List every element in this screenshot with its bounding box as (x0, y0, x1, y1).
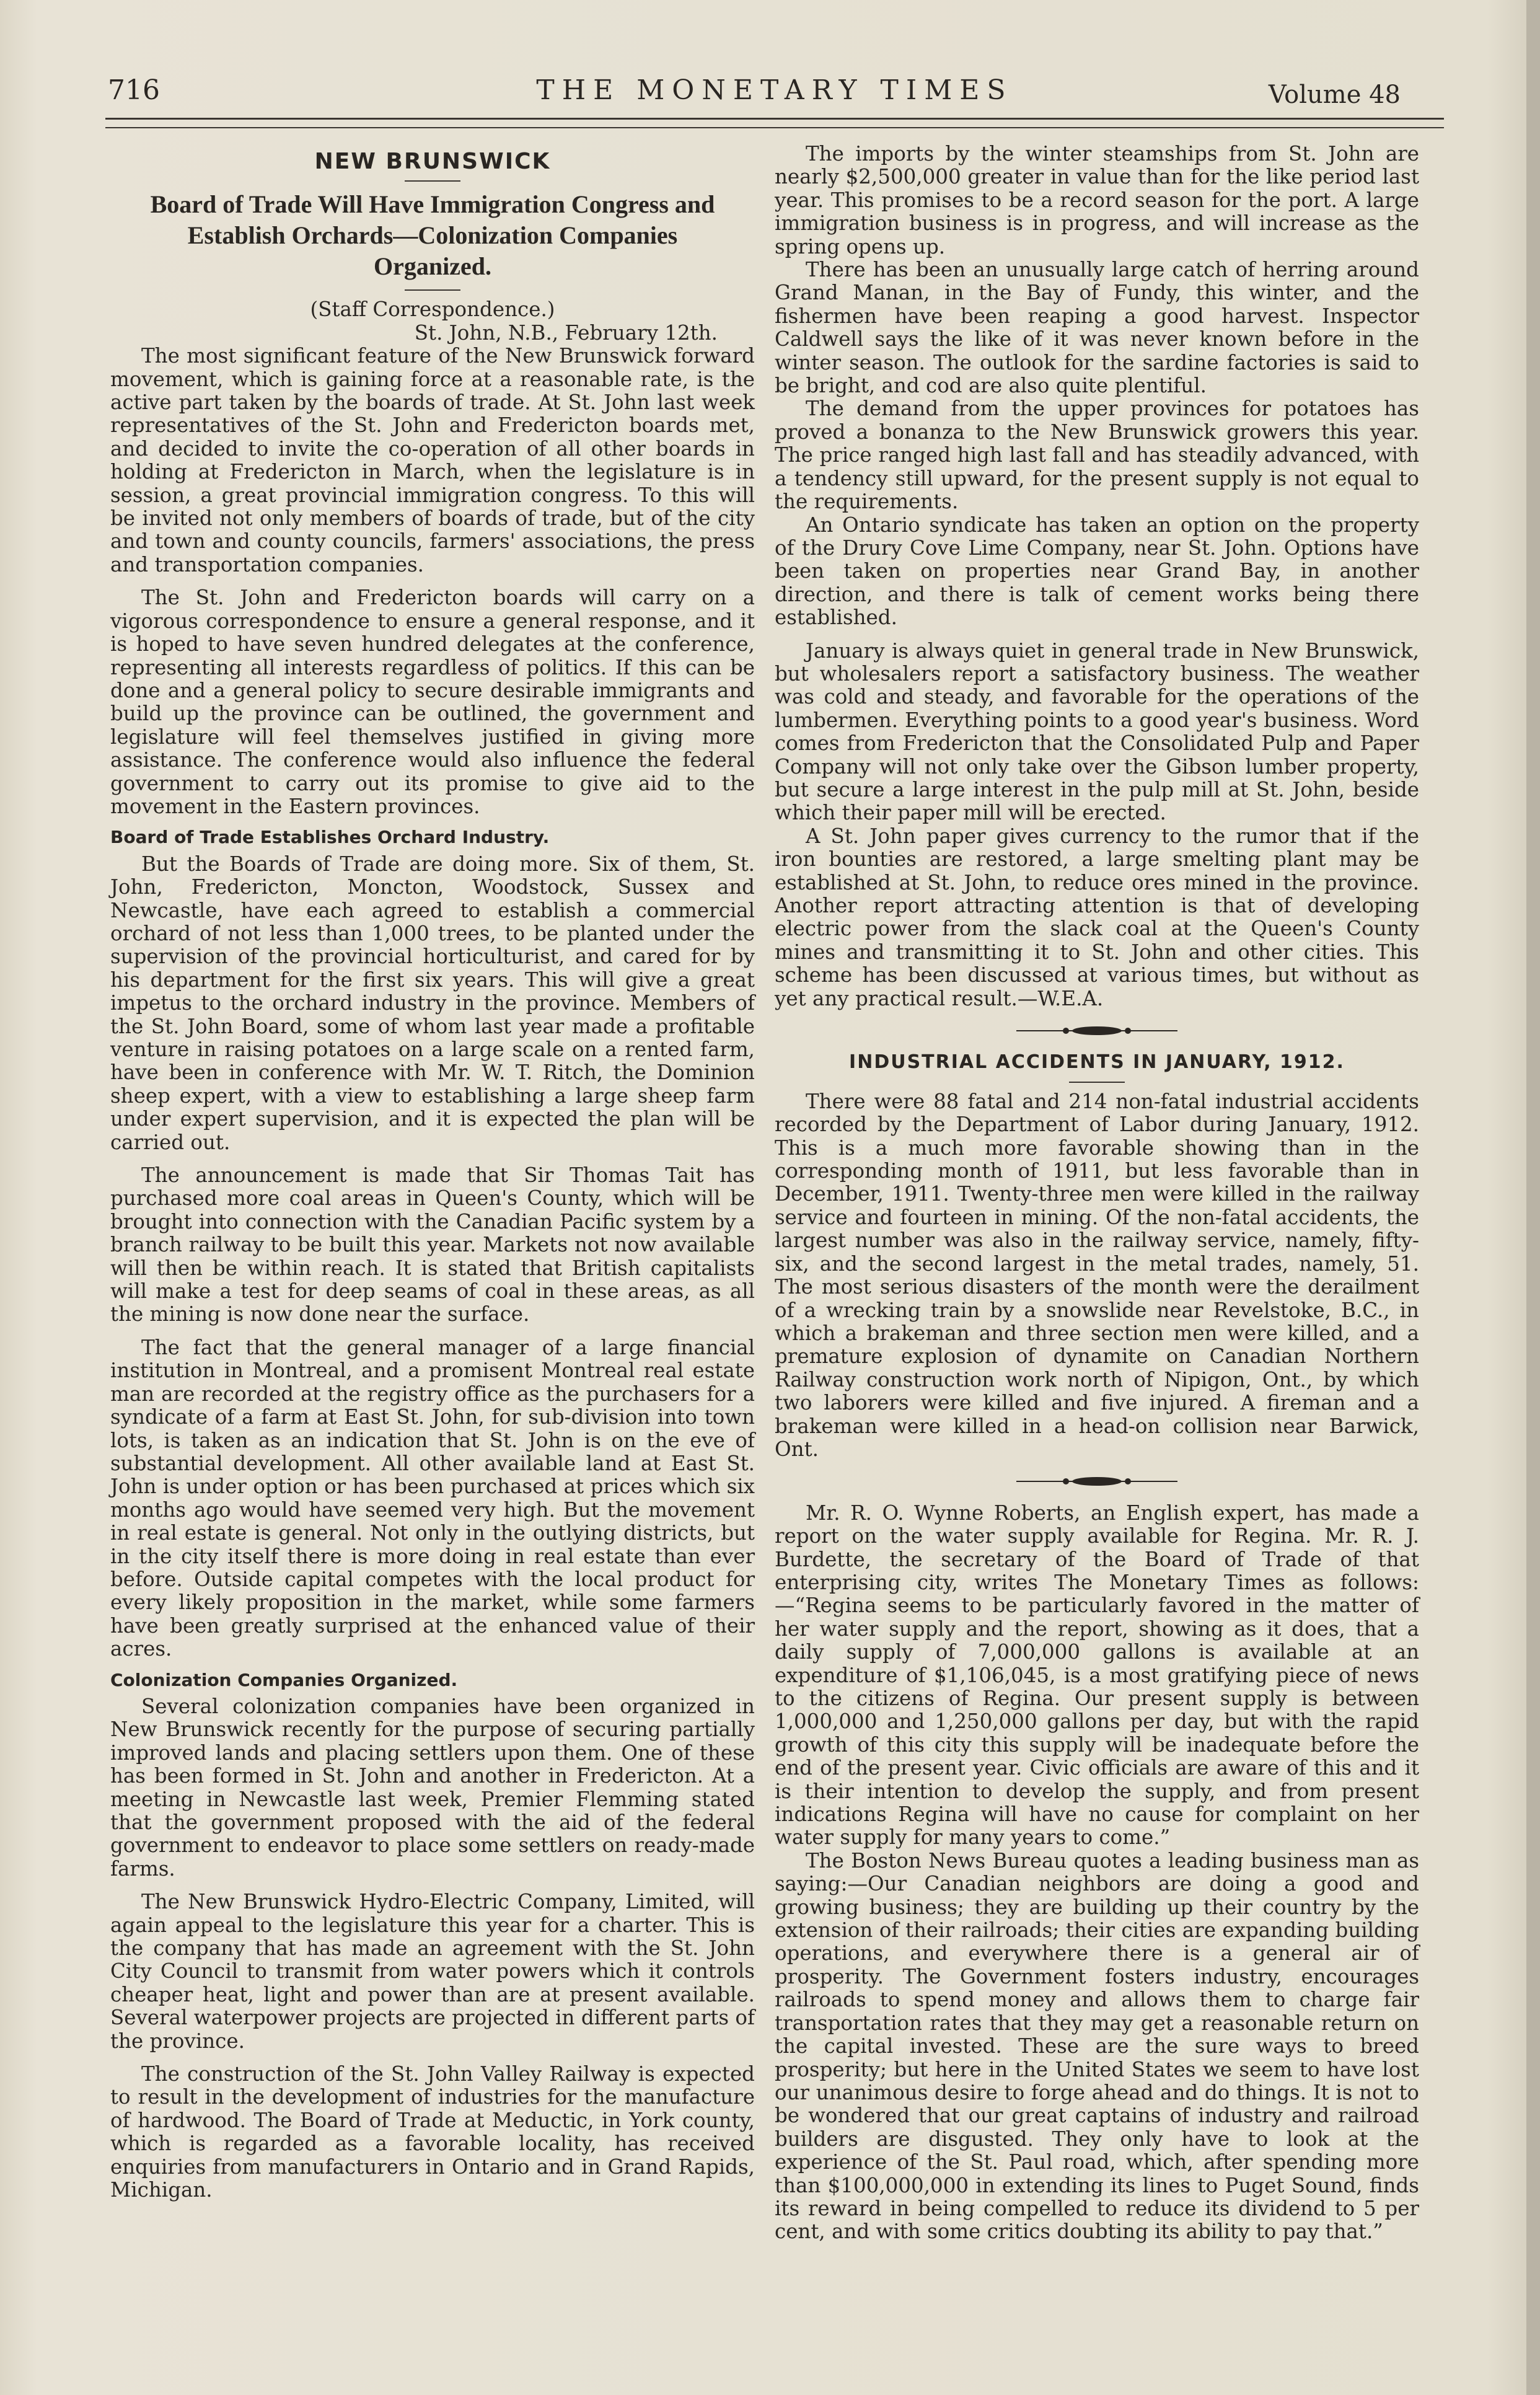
paragraph: Several colonization companies have been organized in New Brunswick recently for the purpose of securing partially improved lands and placing settlers upon them. One of these has been formed in St. John and another in Fredericton. At a meeting in Newcastle last week, Premier Flemming stated that the government proposed with the aid of the federal government to endeavor to place some settlers on ready-made farms. (110, 1694, 755, 1881)
paragraph: A St. John paper gives currency to the rumor that if the iron bounties are restored, a large smelting plant may be established at St. John, to reduce ores mined in the province. Another report attracting attention is that of developing electric power from the slack coal at the Queen's County mines and transmitting it to St. John and other cities. This scheme has been discussed at various times, but without as yet any practical result.—W.E.A. (775, 824, 1419, 1010)
paragraph: An Ontario syndicate has taken an option on the property of the Drury Cove Lime Company, near St. John. Options have been taken on properties near Grand Bay, in another direction, and there is talk of cement works being there established. (775, 513, 1419, 630)
paragraph: There has been an unusually large catch of herring around Grand Manan, in the Bay of Fundy, this winter, and the fishermen have been reaping a good harvest. Inspector Caldwell says the like of it was never known before in the winter season. The outlook for the sardine factories is said to be bright, and cod are also quite plentiful. (775, 258, 1419, 398)
paragraph: There were 88 fatal and 214 non-fatal industrial accidents recorded by the Department of Labor during January, 1912. This is a much more favorable showing than in the corresponding month of 1911, but less favorable than in December, 1911. Twenty-three men were killed in the railway service and fourteen in mining. Of the non-fatal accidents, the largest number was also in the railway service, namely, fifty-six, and the second largest in the metal trades, namely, 51. The most serious disasters of the month were the derailment of a wrecking train by a snowslide near Revelstoke, B.C., in which a brakeman and three section men were killed, and a premature explosion of dynamite on Canadian Northern Railway construction work north of Nipigon, Ont., by which two laborers were killed and five injured. A fireman and a brakeman were killed in a head-on collision near Barwick, Ont. (775, 1089, 1419, 1461)
subheading-orchard: Board of Trade Establishes Orchard Industry. (110, 827, 550, 848)
volume-label: Volume 48 (1268, 81, 1401, 109)
byline: (Staff Correspondence.) (310, 298, 555, 322)
divider (405, 180, 460, 182)
section-title-new-brunswick: NEW BRUNSWICK (314, 149, 551, 174)
paragraph: The New Brunswick Hydro-Electric Company, Limited, will again appeal to the legislature this year for a charter. This is the company that has made an agreement with the St. John City Council to transmit from water powers which it controls cheaper heat, light and power than are at present available. Several waterpower projects are projected in different parts of the province. (110, 1890, 755, 2053)
paragraph: The demand from the upper provinces for potatoes has proved a bonanza to the New Brunswick growers this year. The price ranged high last fall and has steadily advanced, with a tendency still upward, for the present supply is not equal to the requirements. (775, 397, 1419, 514)
dateline: St. John, N.B., February 12th. (414, 320, 718, 345)
paragraph: January is always quiet in general trade in New Brunswick, but wholesalers report a satisfactory business. The weather was cold and steady, and favorable for the operations of the lumbermen. Everything points to a good year's business. Word comes from Fredericton that the Consolidated Pulp and Paper Company will not only take over the Gibson lumber property, but secure a large interest in the pulp mill at St. John, beside which their paper mill will be erected. (775, 638, 1419, 825)
header-rule (105, 118, 1444, 128)
article-title: Board of Trade Will Have Immigration Congress and Establish Orchards—Colonization Companies Organized. (150, 190, 715, 281)
page-number: 716 (108, 74, 160, 106)
divider (405, 289, 460, 291)
paragraph: The construction of the St. John Valley Railway is expected to result in the development of industries for the manufacture of hardwood. The Board of Trade at Meductic, in York county, which is regarded as a favorable locality, has received enquiries from manufacturers in Ontario and in Grand Rapids, Michigan. (110, 2062, 755, 2202)
paragraph: The announcement is made that Sir Thomas Tait has purchased more coal areas in Queen's County, which will be brought into connection with the Canadian Pacific system by a branch railway to be built this year. Markets not now available will then be within reach. It is stated that British capitalists will make a test for deep seams of coal in these areas, as all the mining is now done near the surface. (110, 1163, 755, 1326)
paragraph: The St. John and Fredericton boards will carry on a vigorous correspondence to ensure a general response, and it is hoped to have seven hundred delegates at the conference, representing all interests regardless of politics. If this can be done and a general policy to secure desirable immigrants and build up the province can be outlined, the government and legislature will feel themselves justified in giving more assistance. The conference would also influence the federal government to carry out its promise to give aid to the movement in the Eastern provinces. (110, 586, 755, 818)
subheading-colonization: Colonization Companies Organized. (110, 1669, 458, 1690)
paragraph: The Boston News Bureau quotes a leading business man as saying:—Our Canadian neighbors are doing a good and growing business; they are building up their country by the extension of their railroads; their cities are expanding building operations, and everywhere there is a general air of prosperity. The Government fosters industry, encourages railroads to spend money and allows them to charge fair transportation rates that they may get a reasonable return on the capital invested. These are the sure ways to breed prosperity; but here in the United States we seem to have lost our unanimous desire to forge ahead and do things. It is not to be wondered that our great captains of industry and railroad builders are disgusted. They only have to look at the experience of the St. Paul road, which, after spending more than $100,000,000 in extending its lines to Puget Sound, finds its reward in being compelled to reduce its dividend to 5 per cent, and with some critics doubting its ability to pay that.” (775, 1848, 1419, 2244)
publication-title: THE MONETARY TIMES (536, 74, 1013, 106)
paragraph: The imports by the winter steamships from St. John are nearly $2,500,000 greater in value than for the like period last year. This promises to be a record season for the port. A large immigration business is in progress, and will increase as the spring opens up. (775, 142, 1419, 258)
paragraph: Mr. R. O. Wynne Roberts, an English expert, has made a report on the water supply available for Regina. Mr. R. J. Burdette, the secretary of the Board of Trade of that enterprising city, writes The Monetary Times as follows:—“Regina seems to be particularly favored in the matter of her water supply and the report, showing as it does, that a daily supply of 7,000,000 gallons is available at an expenditure of $1,106,045, is a most gratifying piece of news to the citizens of Regina. Our present supply is between 1,000,000 and 1,250,000 gallons per day, but with the rapid growth of this city this supply will be inadequate before the end of the present year. Civic officials are aware of this and it is their intention to develop the supply, and from present indications Regina will have no cause for complaint on her water supply for many years to come.” (775, 1501, 1419, 1850)
left-column (110, 143, 755, 2202)
right-column (775, 143, 1419, 2244)
paragraph: The fact that the general manager of a large financial institution in Montreal, and a promisent Montreal real estate man are recorded at the registry office as the purchasers for a syndicate of a farm at East St. John, for sub-division into town lots, is taken as an indication that St. John is on the eve of substantial development. All other available land at East St. John is under option or has been purchased at prices which six months ago would have seemed very high. But the movement in real estate is general. Not only in the outlying districts, but in the city itself there is more doing in real estate than ever before. Outside capital competes with the local product for every likely proposition in the market, while some farmers have been greatly surprised at the enhanced value of their acres. (110, 1335, 755, 1661)
page-header (105, 67, 1444, 117)
paragraph: The most significant feature of the New Brunswick forward movement, which is gaining force at a reasonable rate, is the active part taken by the boards of trade. At St. John last week representatives of the St. John and Fredericton boards met, and decided to invite the co-operation of all other boards in holding at Fredericton in March, when the legislature is in session, a great provincial immigration congress. To this will be invited not only members of boards of trade, but of the city and town and county councils, farmers' associations, the press and transportation companies. (110, 344, 755, 576)
divider (1069, 1082, 1125, 1083)
page-edge (1526, 0, 1540, 2395)
ornament-divider (775, 1019, 1419, 1042)
section-title-industrial-accidents: INDUSTRIAL ACCIDENTS IN JANUARY, 1912. (849, 1051, 1345, 1074)
ornament-divider (775, 1470, 1419, 1493)
paragraph: But the Boards of Trade are doing more. Six of them, St. John, Fredericton, Moncton, Woodstock, Sussex and Newcastle, have each agreed to establish a commercial orchard of not less than 1,000 trees, to be planted under the supervision of the provincial horticulturist, and cared for by his department for the first six years. This will give a great impetus to the orchard industry in the province. Members of the St. John Board, some of whom last year made a profitable venture in raising potatoes on a large scale on a rented farm, have been in conference with Mr. W. T. Ritch, the Dominion sheep expert, with a view to establishing a large sheep farm under expert supervision, and it is expected the plan will be carried out. (110, 852, 755, 1154)
